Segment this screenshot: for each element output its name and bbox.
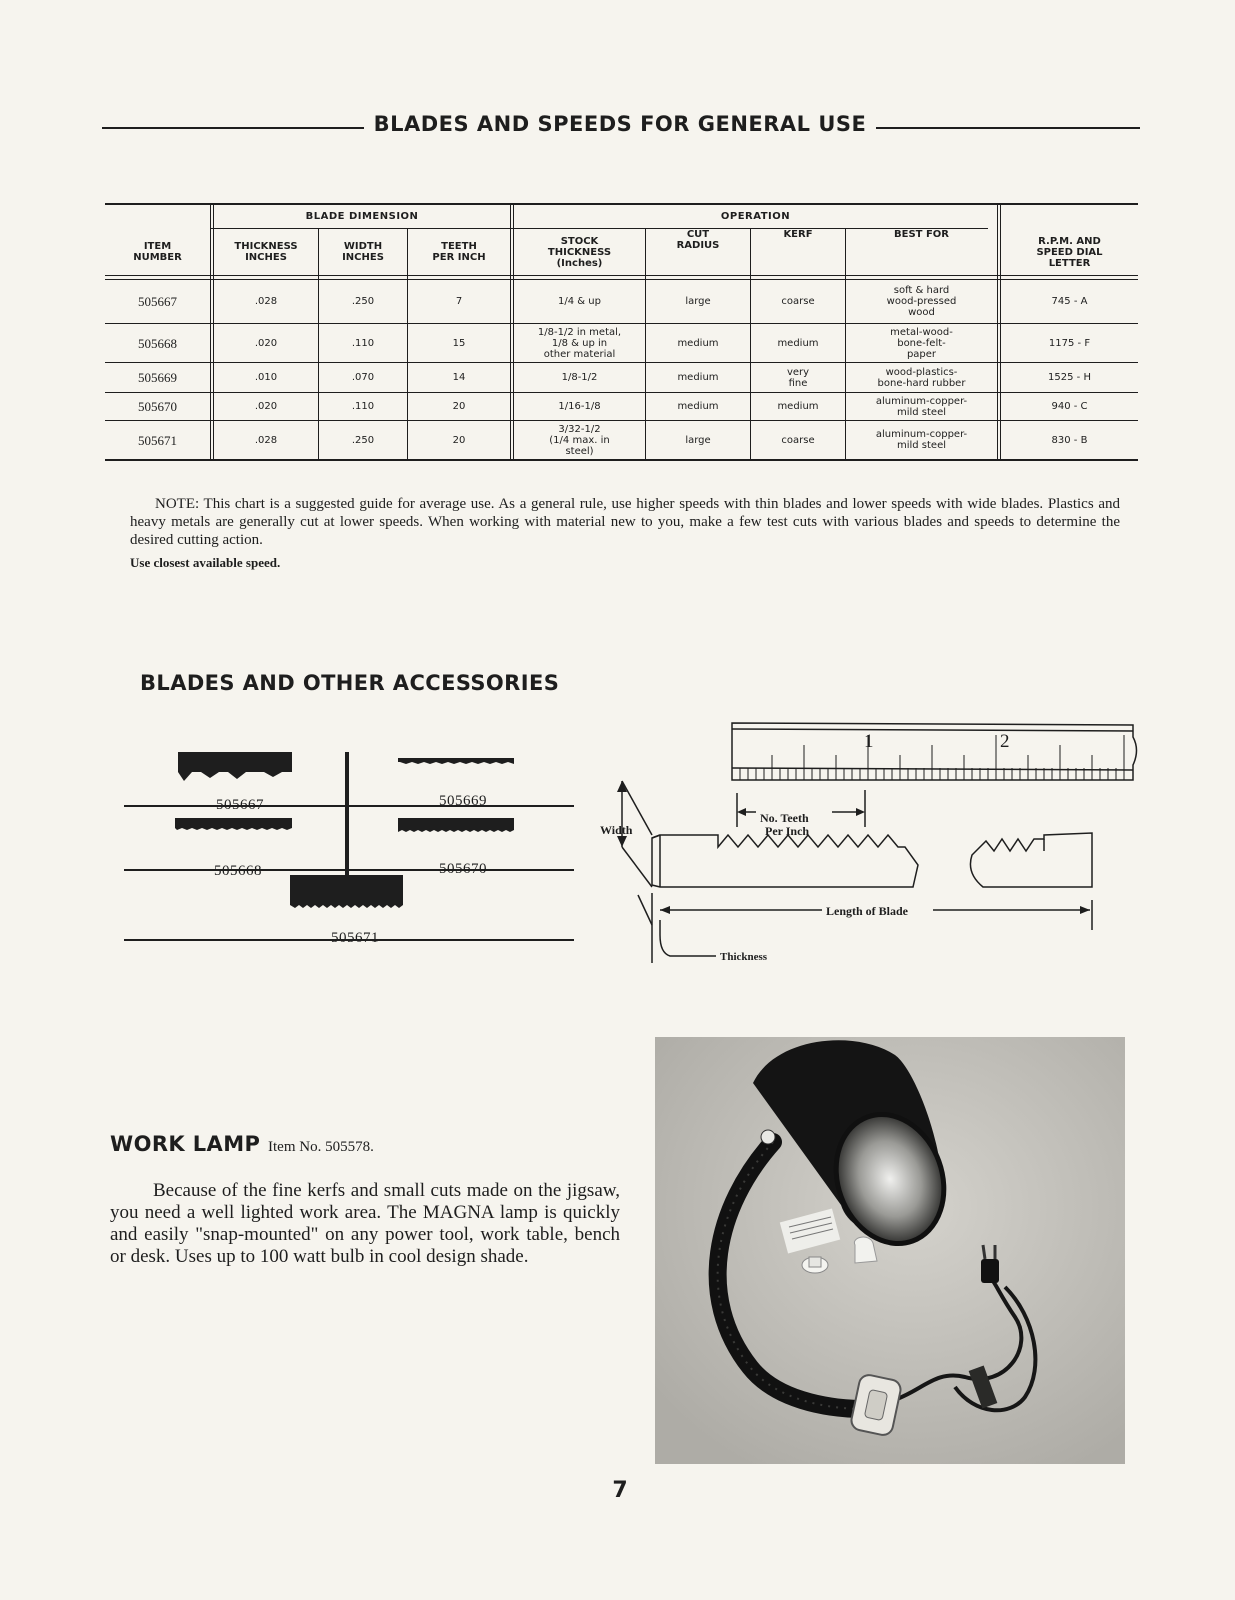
header-best-for: BEST FOR [894, 229, 949, 240]
note-bold: Use closest available speed. [130, 555, 281, 570]
row5-rpm: 830 - B [1051, 434, 1088, 446]
group-blade-dimension: BLADE DIMENSION [305, 211, 419, 222]
blade-label-505670: 505670 [439, 861, 487, 877]
row5-stock: 3/32-1/2 (1/4 max. in steel) [549, 423, 610, 457]
row4-best: aluminum-copper- mild steel [875, 395, 968, 418]
ruler-mark-1: 1 [864, 731, 874, 752]
row2-best: metal-wood- bone-felt- paper [890, 326, 953, 360]
row2-kerf: medium [777, 337, 819, 349]
row5-thickness: .028 [254, 434, 278, 446]
blade-label-505667: 505667 [216, 797, 264, 813]
label-teeth-line1: No. Teeth [760, 811, 809, 825]
header-kerf: KERF [783, 229, 813, 240]
blades-speeds-table [105, 203, 1138, 461]
label-thickness: Thickness [720, 951, 768, 963]
blade-body [652, 835, 918, 887]
row3-kerf: very fine [786, 366, 810, 389]
row3-best: wood-plastics- bone-hard rubber [877, 366, 966, 389]
row5-teeth: 20 [452, 434, 466, 446]
row3-width: .070 [351, 372, 375, 383]
row1-stock: 1/4 & up [558, 296, 601, 307]
row1-radius: large [685, 296, 711, 307]
blade-samples [120, 750, 580, 960]
row2-width: .110 [351, 337, 375, 349]
title-rule-left [102, 127, 364, 129]
header-cut-radius: CUT RADIUS [676, 229, 720, 251]
row5-width: .250 [351, 434, 375, 446]
blade-label-505668: 505668 [214, 863, 262, 879]
row3-stock: 1/8-1/2 [561, 372, 598, 383]
row3-radius: medium [677, 372, 719, 383]
accessories-title: BLADES AND OTHER ACCESSORIES [140, 671, 560, 695]
note-paragraph: NOTE: This chart is a suggested guide for average use. As a general rule, use higher speeds with thin blades and lower speeds with wide blades. Plastics and heavy metals are generally cut at lower speeds. When working with material new to you, make a few test cuts with various blades and speeds to determine the desired cutting action. [130, 496, 1120, 548]
header-rpm: R.P.M. AND SPEED DIAL LETTER [1036, 235, 1103, 269]
row1-item: 505667 [138, 294, 177, 309]
blade-505669-shape [398, 758, 514, 762]
row3-item: 505669 [138, 370, 177, 385]
blade-end-piece [970, 833, 1092, 887]
row2-rpm: 1175 - F [1048, 337, 1091, 349]
row3-thickness: .010 [254, 372, 278, 383]
row4-width: .110 [351, 401, 375, 412]
row1-width: .250 [351, 296, 375, 307]
group-operation: OPERATION [720, 211, 791, 222]
page-title: BLADES AND SPEEDS FOR GENERAL USE [373, 112, 867, 136]
lamp-title: WORK LAMP [110, 1132, 261, 1156]
row1-kerf: coarse [781, 296, 815, 307]
row4-radius: medium [677, 401, 719, 412]
row2-radius: medium [677, 337, 719, 349]
lamp-description: Because of the fine kerfs and small cuts made on the jigsaw, you need a well lighted work area. The MAGNA lamp is quickly and easily "snap-mounted" on any power tool, work table, bench or desk. Uses up to 100 watt bulb in cool design shade. [110, 1180, 620, 1267]
row1-thickness: .028 [254, 296, 278, 307]
row2-item: 505668 [138, 335, 177, 351]
row5-best: aluminum-copper- mild steel [875, 429, 968, 451]
work-lamp-photo [655, 1037, 1125, 1464]
blade-label-505671: 505671 [331, 930, 379, 946]
header-width: WIDTH INCHES [342, 241, 384, 263]
blade-505668-shape [175, 818, 292, 830]
blade-label-505669: 505669 [439, 793, 487, 809]
lamp-title-line [110, 1132, 374, 1156]
label-width: Width [600, 823, 633, 837]
row4-thickness: .020 [254, 401, 278, 412]
row4-kerf: medium [777, 401, 819, 412]
title-rule-right [876, 127, 1140, 129]
row1-teeth: 7 [455, 296, 463, 307]
blade-diagram [600, 715, 1140, 995]
page-number: 7 [612, 1478, 628, 1503]
row2-thickness: .020 [254, 337, 278, 349]
row5-item: 505671 [138, 432, 177, 448]
row4-stock: 1/16-1/8 [558, 401, 601, 412]
label-teeth-line2: Per Inch [765, 824, 810, 838]
header-teeth: TEETH PER INCH [432, 241, 486, 263]
row2-teeth: 15 [452, 337, 466, 349]
blade-505667-shape [178, 752, 292, 781]
row3-rpm: 1525 - H [1048, 372, 1091, 383]
blade-505671-shape [290, 875, 403, 908]
row5-kerf: coarse [781, 434, 815, 446]
row1-best: soft & hard wood-pressed wood [886, 285, 957, 318]
blade-505670-shape [398, 818, 514, 832]
header-thickness: THICKNESS INCHES [234, 241, 298, 263]
row5-radius: large [685, 434, 711, 446]
ruler-mark-2: 2 [1000, 731, 1010, 752]
row4-teeth: 20 [452, 401, 466, 412]
row2-stock: 1/8-1/2 in metal, 1/8 & up in other material [537, 326, 622, 360]
header-stock-thickness: STOCK THICKNESS (Inches) [547, 235, 612, 269]
label-length: Length of Blade [826, 904, 909, 918]
lamp-item-number: Item No. 505578. [268, 1139, 374, 1155]
row4-rpm: 940 - C [1051, 401, 1088, 412]
row1-rpm: 745 - A [1051, 296, 1088, 307]
header-item-number: ITEM NUMBER [133, 241, 182, 263]
row4-item: 505670 [138, 399, 177, 414]
row3-teeth: 14 [452, 372, 466, 383]
